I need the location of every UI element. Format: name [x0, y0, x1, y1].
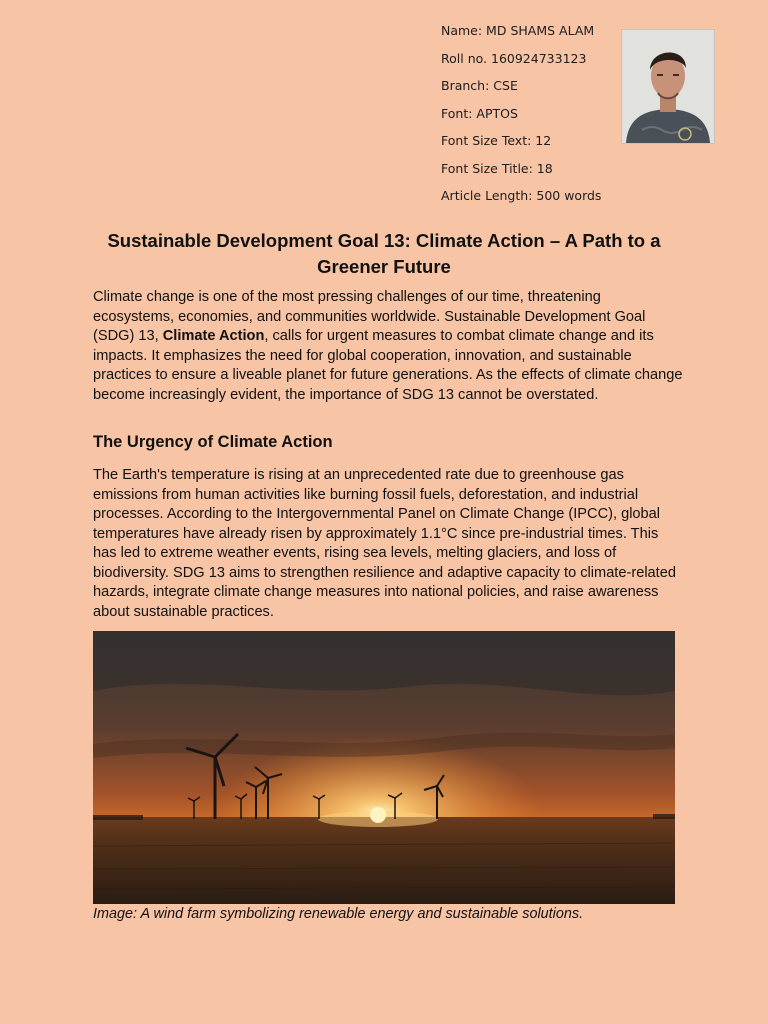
intro-text-start: Climate change is one of the most pressing challenges of our time, threatening ecosystems, economies, and communities worldwide. Sustainable Development Goal (SDG) 13,	[93, 289, 646, 344]
intro-paragraph	[93, 288, 683, 405]
font-size-title: Font Size Title: 18	[441, 160, 553, 176]
image-caption: Image: A wind farm symbolizing renewable energy and sustainable solutions.	[93, 906, 584, 922]
wind-farm-image	[93, 631, 675, 904]
student-info	[441, 22, 601, 215]
section-paragraph: The Earth's temperature is rising at an unprecedented rate due to greenhouse gas emissions from human activities like burning fossil fuels, deforestation, and industrial processes. According to the Intergovernmental Panel on Climate Change (IPCC), global temperatures have already risen by approximately 1.1°C since pre-industrial times. This has led to extreme weather events, rising sea levels, melting glaciers, and loss of biodiversity. SDG 13 aims to strengthen resilience and adaptive capacity to climate-related hazards, integrate climate change measures into national policies, and raise awareness about sustainable practices.	[93, 467, 676, 620]
intro-bold-term: Climate Action	[162, 328, 265, 344]
font-spec: Font: APTOS	[441, 105, 518, 121]
roll-number: Roll no. 160924733123	[441, 50, 587, 66]
section-heading: The Urgency of Climate Action	[93, 433, 333, 451]
article-title: Sustainable Development Goal 13: Climate Action – A Path to a Greener Future	[107, 230, 661, 277]
profile-photo	[621, 29, 715, 144]
student-name: Name: MD SHAMS ALAM	[441, 23, 595, 38]
font-size-text: Font Size Text: 12	[441, 133, 552, 148]
article-length: Article Length: 500 words	[441, 188, 602, 203]
intro-text-end: , calls for urgent measures to combat climate change and its impacts. It emphasizes the need for global cooperation, innovation, and sustainable practices to ensure a liveable planet for future generations. As the effects of climate change become increasingly evident, the importance of SDG 13 cannot be overstated.	[93, 328, 683, 403]
branch: Branch: CSE	[441, 78, 518, 93]
